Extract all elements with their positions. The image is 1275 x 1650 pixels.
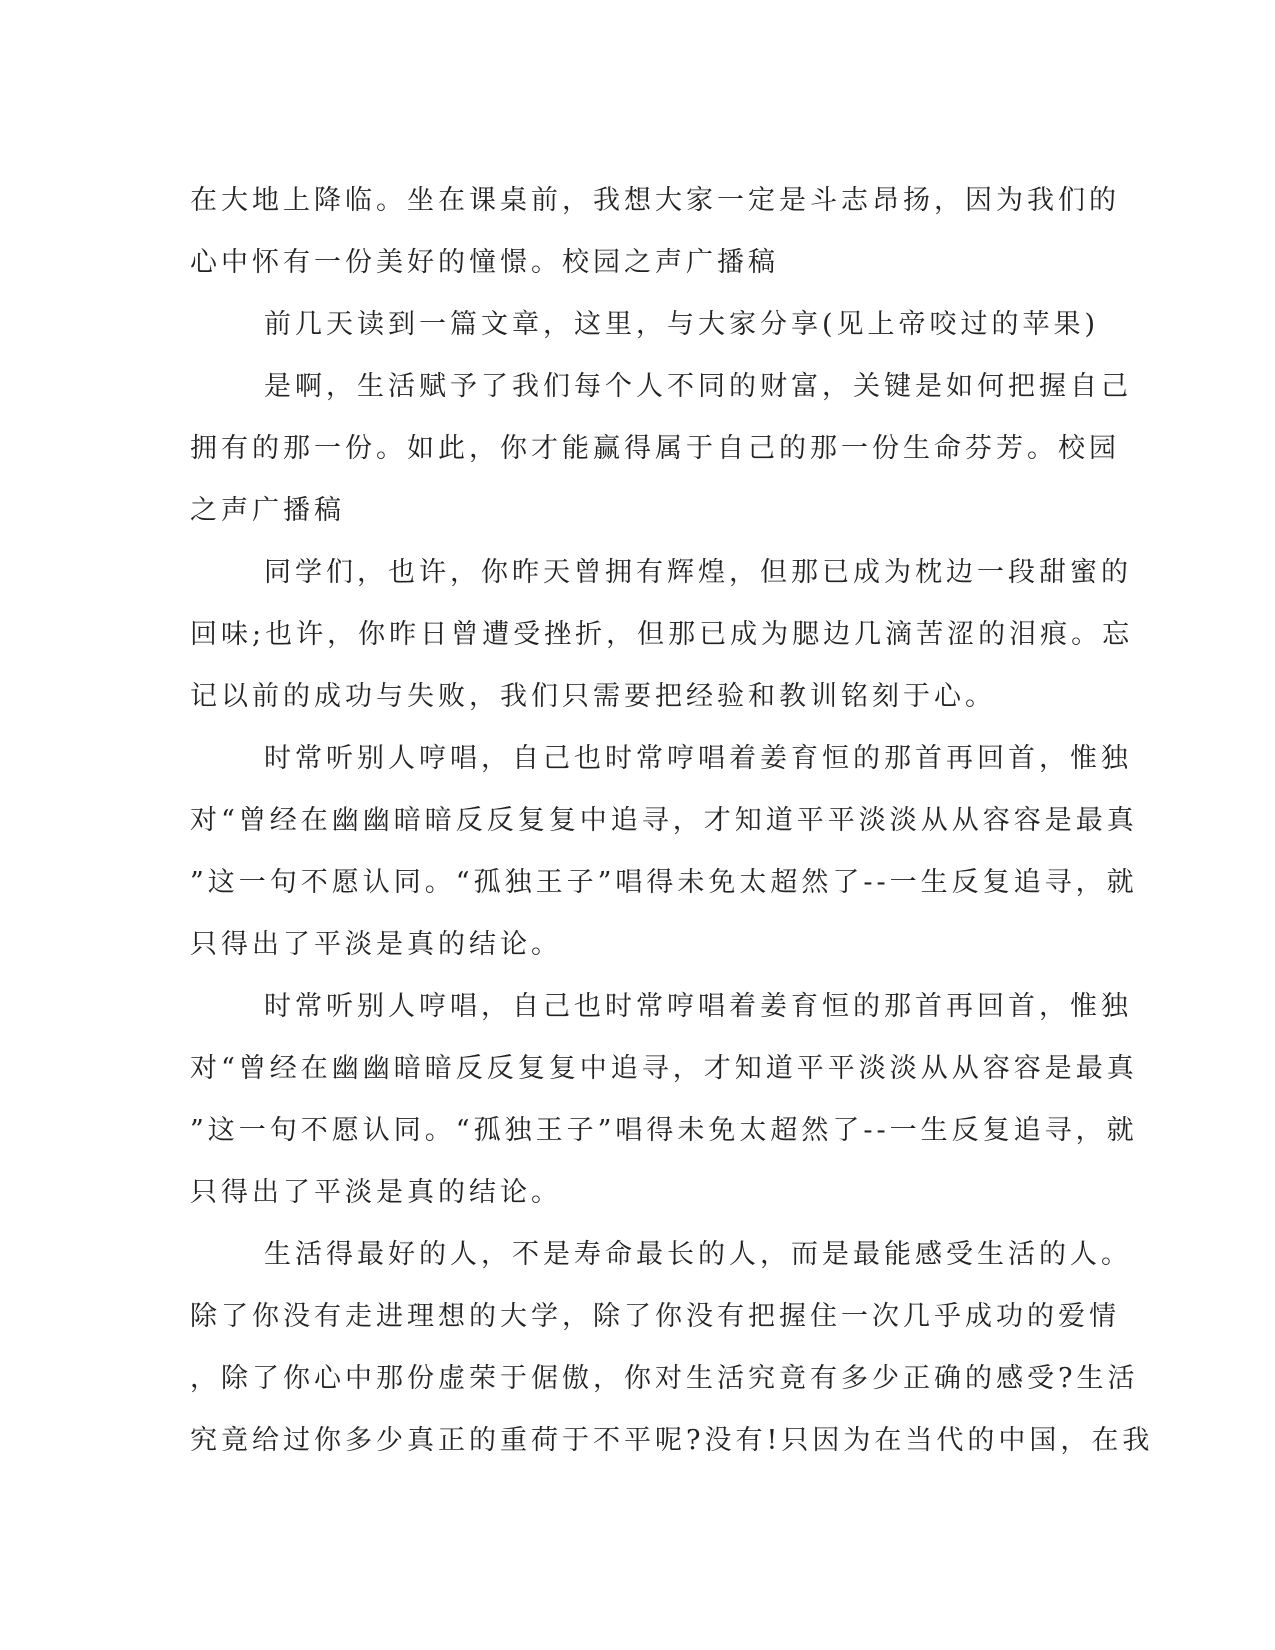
text-line: 是啊，生活赋予了我们每个人不同的财富，关键是如何把握自己 — [264, 371, 1132, 402]
text-line: 拥有的那一份。如此，你才能赢得属于自己的那一份生命芬芳。校园 — [190, 433, 1120, 464]
text-line: 前几天读到一篇文章，这里，与大家分享(见上帝咬过的苹果) — [264, 309, 1100, 340]
text-line: 对“曾经在幽幽暗暗反反复复中追寻，才知道平平淡淡从从容容是最真 — [190, 1053, 1138, 1084]
text-line: 心中怀有一份美好的憧憬。校园之声广播稿 — [190, 247, 779, 278]
text-line: 同学们，也许，你昨天曾拥有辉煌，但那已成为枕边一段甜蜜的 — [264, 557, 1132, 588]
text-line: 只得出了平淡是真的结论。 — [190, 1177, 562, 1208]
text-line: ”这一句不愿认同。“孤独王子”唱得未免太超然了--一生反复追寻，就 — [190, 1115, 1138, 1146]
text-line: 除了你没有走进理想的大学，除了你没有把握住一次几乎成功的爱情 — [190, 1301, 1120, 1332]
text-line: ，除了你心中那份虚荣于倨傲，你对生活究竟有多少正确的感受?生活 — [190, 1363, 1139, 1394]
document-body — [190, 170, 1154, 1472]
text-line: 之声广播稿 — [190, 495, 345, 526]
text-line: 在大地上降临。坐在课桌前，我想大家一定是斗志昂扬，因为我们的 — [190, 185, 1120, 216]
text-line: 对“曾经在幽幽暗暗反反复复中追寻，才知道平平淡淡从从容容是最真 — [190, 805, 1138, 836]
text-line: 究竟给过你多少真正的重荷于不平呢?没有!只因为在当代的中国，在我 — [190, 1425, 1154, 1456]
text-line: 时常听别人哼唱，自己也时常哼唱着姜育恒的那首再回首，惟独 — [264, 743, 1132, 774]
text-line: ”这一句不愿认同。“孤独王子”唱得未免太超然了--一生反复追寻，就 — [190, 867, 1138, 898]
text-line: 只得出了平淡是真的结论。 — [190, 929, 562, 960]
text-line: 生活得最好的人，不是寿命最长的人，而是最能感受生活的人。 — [264, 1239, 1132, 1270]
text-line: 时常听别人哼唱，自己也时常哼唱着姜育恒的那首再回首，惟独 — [264, 991, 1132, 1022]
text-line: 记以前的成功与失败，我们只需要把经验和教训铭刻于心。 — [190, 681, 996, 712]
text-line: 回味;也许，你昨日曾遭受挫折，但那已成为腮边几滴苦涩的泪痕。忘 — [190, 619, 1134, 650]
